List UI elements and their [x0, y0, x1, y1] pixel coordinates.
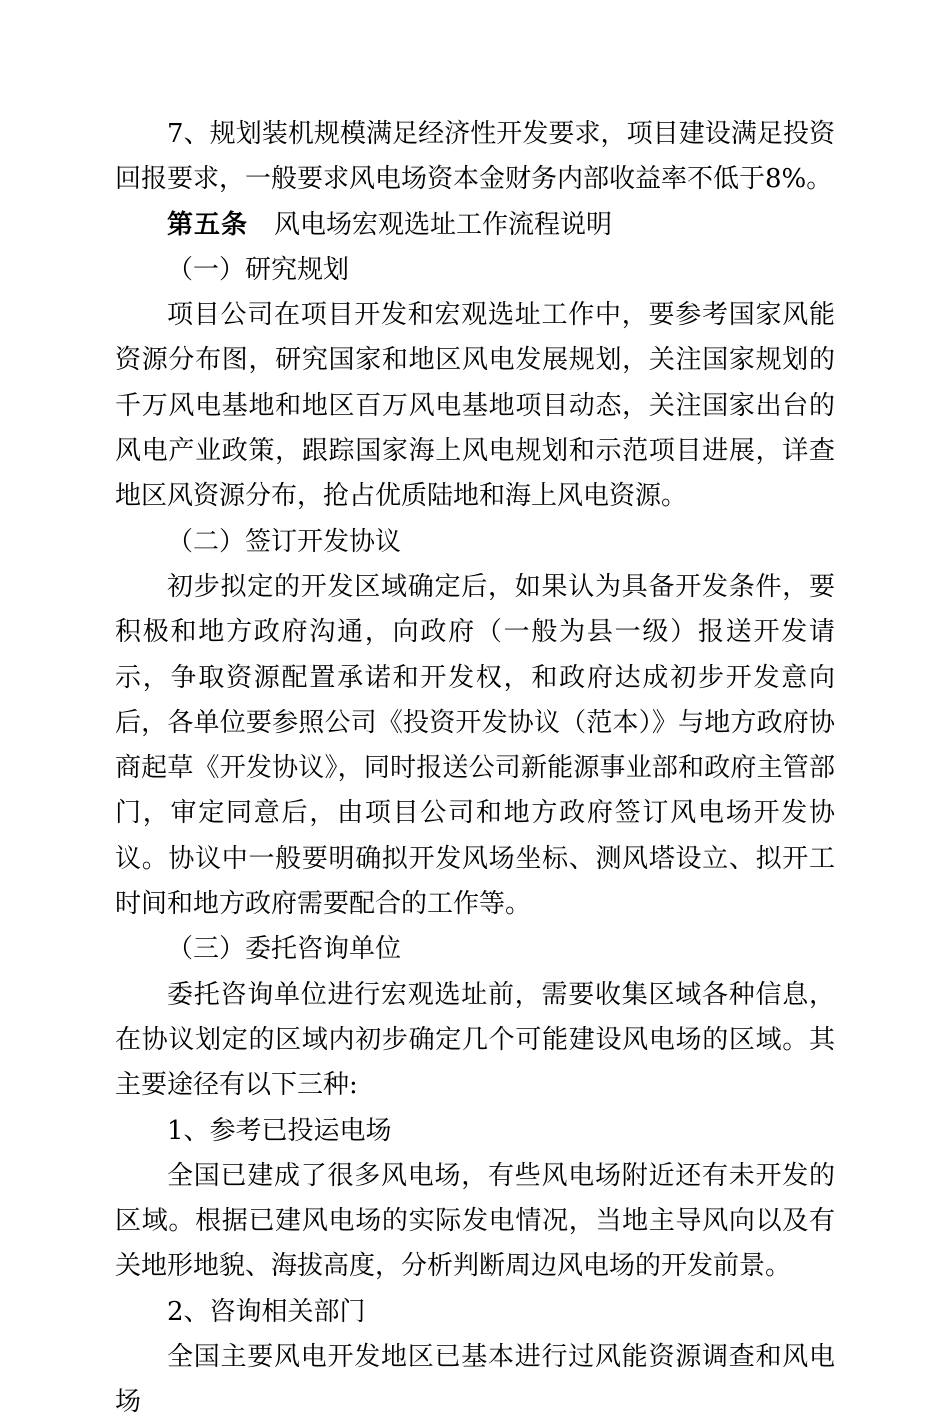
- paragraph-research: 项目公司在项目开发和宏观选址工作中，要参考国家风能资源分布图，研究国家和地区风电发展规划，关注国家规划的千万风电基地和地区百万风电基地项目动态，关注国家出台的风电产业政策，跟踪国家海上风电规划和示范项目进展，详查地区风资源分布，抢占优质陆地和海上风电资源。: [115, 300, 835, 512]
- paragraph-existing-farms: 全国已建成了很多风电场，有些风电场附近还有未开发的区域。根据已建风电场的实际发电情况，当地主导风向以及有关地形地貌、海拔高度，分析判断周边风电场的开发前景。: [115, 1160, 835, 1282]
- paragraph-item-7: 7、规划装机规模满足经济性开发要求，项目建设满足投资回报要求，一般要求风电场资本金财务内部收益率不低于8%。: [115, 119, 835, 195]
- paragraph-consulting: 委托咨询单位进行宏观选址前，需要收集区域各种信息，在协议划定的区域内初步确定几个可能建设风电场的区域。其主要途径有以下三种:: [115, 979, 835, 1101]
- section-heading-2: （二）签订开发协议: [167, 526, 402, 557]
- section-heading-3: （三）委托咨询单位: [167, 934, 402, 965]
- section-heading-1: （一）研究规划: [167, 254, 350, 285]
- subsection-heading-1: 1、参考已投运电场: [167, 1115, 392, 1146]
- article-5-heading-line: [115, 203, 835, 248]
- paragraph-agreement: 初步拟定的开发区域确定后，如果认为具备开发条件，要积极和地方政府沟通，向政府（一般为县一级）报送开发请示，争取资源配置承诺和开发权，和政府达成初步开发意向后，各单位要参照公司《投资开发协议（范本）》与地方政府协商起草《开发协议》，同时报送公司新能源事业部和政府主管部门，审定同意后，由项目公司和地方政府签订风电场开发协议。协议中一般要明确拟开发风场坐标、测风塔设立、拟开工时间和地方政府需要配合的工作等。: [115, 571, 835, 920]
- subsection-heading-2: 2、咨询相关部门: [167, 1296, 366, 1327]
- paragraph-departments: 全国主要风电开发地区已基本进行过风能资源调查和风电场: [115, 1342, 835, 1418]
- article-title: 风电场宏观选址工作流程说明: [274, 209, 613, 240]
- document-page: [115, 112, 835, 1426]
- article-number: 第五条: [167, 209, 249, 240]
